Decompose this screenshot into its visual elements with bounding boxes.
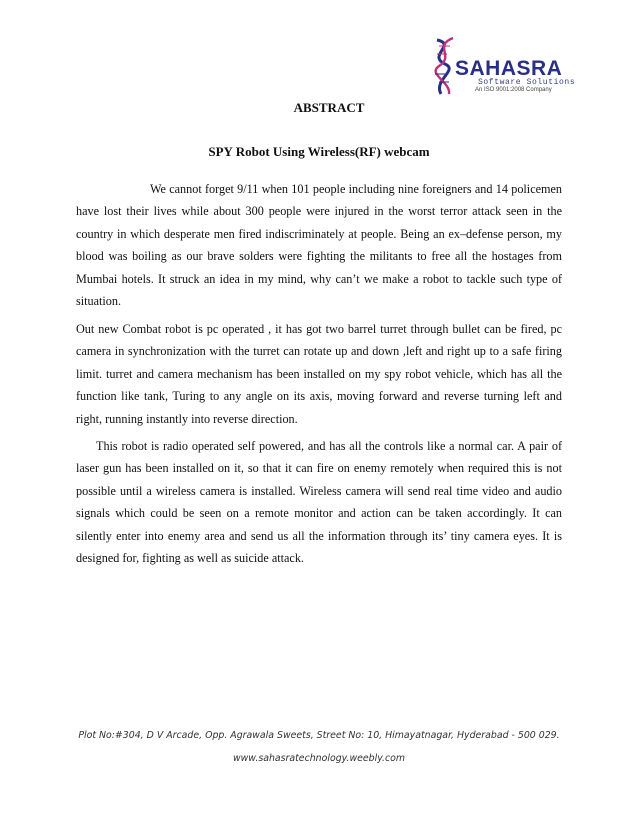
paragraph-2: Out new Combat robot is pc operated , it has got two barrel turret through bullet can be fired, pc camera in synchronization with the turret can rotate up and down ,left and right up to a safe firing limit. turret and camera mechanism has been installed on my spy robot vehicle, which has all the function like tank, Turing to any angle on its axis, moving forward and reverse turning left and right, running instantly into reverse direction. — [76, 322, 562, 426]
logo-certification: An ISO 9001:2008 Company — [475, 87, 552, 93]
footer-website-link[interactable]: www.sahasratechnology.weebly.com — [232, 753, 406, 764]
logo-company-name: SAHASRA — [455, 57, 563, 80]
paragraph-1: We cannot forget 9/11 when 101 people including nine foreigners and 14 policemen have lost their lives while about 300 people were injured in the worst terror attack seen in the country in which desperate men fired indiscriminately at people. Being an ex–defense person, my blood was boiling as our brave solders were fighting the militants to free all the hostages from Mumbai hotels. It struck an idea in my mind, why can’t we make a robot to tackle such type of situation. — [76, 182, 562, 309]
company-logo — [423, 34, 576, 98]
paragraph-3: This robot is radio operated self powered, and has all the controls like a normal car. A pair of laser gun has been installed on it, so that it can fire on enemy remotely when required this is not possible until a wireless camera is installed. Wireless camera will send real time video and audio signals which could be seen on a remote monitor and action can be taken accordingly. It can silently enter into enemy area and send us all the information through its’ tiny camera eyes. It is designed for, fighting as well as suicide attack. — [76, 439, 562, 566]
logo-tagline: Software Solutions — [478, 78, 576, 87]
abstract-heading: ABSTRACT — [293, 100, 365, 115]
footer-address: Plot No:#304, D V Arcade, Opp. Agrawala Sweets, Street No: 10, Himayatnagar, Hyderabad - 500 029. — [78, 730, 560, 741]
document-title: SPY Robot Using Wireless(RF) webcam — [208, 144, 430, 159]
